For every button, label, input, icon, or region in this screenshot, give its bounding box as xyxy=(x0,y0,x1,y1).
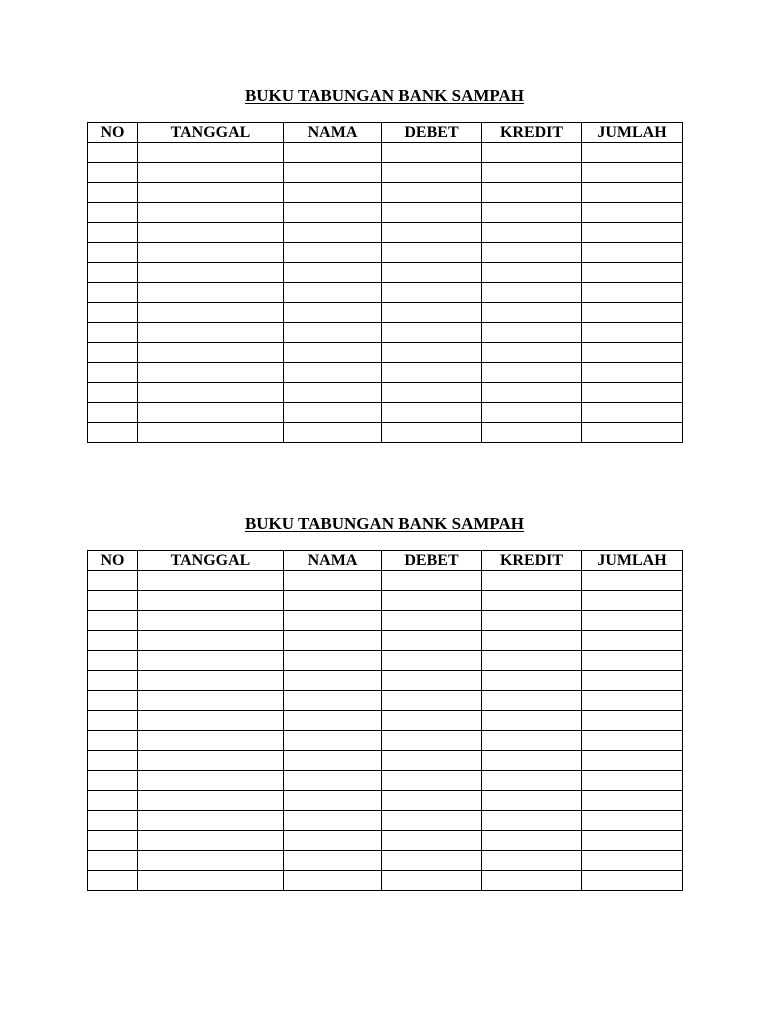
cell-kredit xyxy=(482,691,582,711)
cell-no xyxy=(88,851,138,871)
table-row xyxy=(88,423,683,443)
cell-jumlah xyxy=(582,263,683,283)
cell-nama xyxy=(284,223,382,243)
cell-tanggal xyxy=(138,143,284,163)
cell-nama xyxy=(284,591,382,611)
cell-kredit xyxy=(482,203,582,223)
cell-debet xyxy=(382,383,482,403)
cell-nama xyxy=(284,183,382,203)
cell-jumlah xyxy=(582,691,683,711)
cell-debet xyxy=(382,343,482,363)
cell-jumlah xyxy=(582,423,683,443)
cell-kredit xyxy=(482,303,582,323)
cell-jumlah xyxy=(582,163,683,183)
cell-tanggal xyxy=(138,223,284,243)
cell-jumlah xyxy=(582,651,683,671)
cell-kredit xyxy=(482,243,582,263)
cell-jumlah xyxy=(582,791,683,811)
table-row xyxy=(88,851,683,871)
cell-nama xyxy=(284,731,382,751)
cell-jumlah xyxy=(582,571,683,591)
cell-no xyxy=(88,363,138,383)
table-row xyxy=(88,323,683,343)
cell-nama xyxy=(284,363,382,383)
cell-jumlah xyxy=(582,831,683,851)
table-row xyxy=(88,651,683,671)
cell-kredit xyxy=(482,323,582,343)
cell-kredit xyxy=(482,343,582,363)
cell-debet xyxy=(382,731,482,751)
cell-nama xyxy=(284,283,382,303)
cell-no xyxy=(88,143,138,163)
cell-jumlah xyxy=(582,811,683,831)
table-row xyxy=(88,771,683,791)
cell-kredit xyxy=(482,183,582,203)
cell-nama xyxy=(284,343,382,363)
cell-nama xyxy=(284,423,382,443)
column-header-debet: DEBET xyxy=(382,123,482,143)
cell-tanggal xyxy=(138,571,284,591)
table-row xyxy=(88,571,683,591)
table-row xyxy=(88,343,683,363)
cell-jumlah xyxy=(582,183,683,203)
cell-debet xyxy=(382,303,482,323)
cell-no xyxy=(88,263,138,283)
cell-debet xyxy=(382,571,482,591)
cell-kredit xyxy=(482,871,582,891)
table-row xyxy=(88,831,683,851)
cell-kredit xyxy=(482,811,582,831)
cell-tanggal xyxy=(138,323,284,343)
cell-no xyxy=(88,323,138,343)
cell-debet xyxy=(382,363,482,383)
table-row xyxy=(88,691,683,711)
cell-debet xyxy=(382,691,482,711)
cell-tanggal xyxy=(138,731,284,751)
cell-nama xyxy=(284,631,382,651)
cell-jumlah xyxy=(582,303,683,323)
cell-nama xyxy=(284,671,382,691)
cell-no xyxy=(88,243,138,263)
cell-nama xyxy=(284,383,382,403)
cell-tanggal xyxy=(138,163,284,183)
cell-kredit xyxy=(482,611,582,631)
cell-no xyxy=(88,811,138,831)
table-row xyxy=(88,263,683,283)
cell-tanggal xyxy=(138,343,284,363)
cell-no xyxy=(88,283,138,303)
cell-tanggal xyxy=(138,591,284,611)
table-row xyxy=(88,383,683,403)
cell-tanggal xyxy=(138,203,284,223)
cell-debet xyxy=(382,631,482,651)
cell-kredit xyxy=(482,383,582,403)
cell-kredit xyxy=(482,711,582,731)
cell-tanggal xyxy=(138,851,284,871)
table-row xyxy=(88,791,683,811)
cell-tanggal xyxy=(138,611,284,631)
cell-tanggal xyxy=(138,831,284,851)
cell-no xyxy=(88,691,138,711)
cell-tanggal xyxy=(138,283,284,303)
table-row xyxy=(88,731,683,751)
ledger-table xyxy=(87,550,683,891)
cell-no xyxy=(88,831,138,851)
cell-debet xyxy=(382,791,482,811)
cell-kredit xyxy=(482,571,582,591)
cell-debet xyxy=(382,611,482,631)
column-header-no: NO xyxy=(88,551,138,571)
cell-tanggal xyxy=(138,631,284,651)
table-row xyxy=(88,363,683,383)
cell-debet xyxy=(382,163,482,183)
cell-tanggal xyxy=(138,711,284,731)
cell-tanggal xyxy=(138,771,284,791)
cell-nama xyxy=(284,571,382,591)
cell-jumlah xyxy=(582,711,683,731)
cell-debet xyxy=(382,203,482,223)
table-row xyxy=(88,871,683,891)
table-row xyxy=(88,203,683,223)
cell-jumlah xyxy=(582,283,683,303)
cell-kredit xyxy=(482,791,582,811)
cell-debet xyxy=(382,651,482,671)
cell-no xyxy=(88,403,138,423)
cell-debet xyxy=(382,811,482,831)
cell-tanggal xyxy=(138,303,284,323)
cell-tanggal xyxy=(138,363,284,383)
cell-nama xyxy=(284,303,382,323)
table-row xyxy=(88,611,683,631)
ledger-table xyxy=(87,122,683,443)
table-row xyxy=(88,223,683,243)
cell-no xyxy=(88,871,138,891)
cell-nama xyxy=(284,163,382,183)
cell-nama xyxy=(284,243,382,263)
cell-jumlah xyxy=(582,731,683,751)
table-row xyxy=(88,751,683,771)
cell-nama xyxy=(284,871,382,891)
cell-nama xyxy=(284,771,382,791)
cell-jumlah xyxy=(582,611,683,631)
column-header-jumlah: JUMLAH xyxy=(582,123,683,143)
cell-debet xyxy=(382,183,482,203)
cell-debet xyxy=(382,771,482,791)
cell-tanggal xyxy=(138,751,284,771)
cell-no xyxy=(88,183,138,203)
cell-nama xyxy=(284,143,382,163)
cell-kredit xyxy=(482,283,582,303)
cell-tanggal xyxy=(138,651,284,671)
table-row xyxy=(88,163,683,183)
cell-tanggal xyxy=(138,423,284,443)
cell-no xyxy=(88,571,138,591)
cell-kredit xyxy=(482,423,582,443)
column-header-kredit: KREDIT xyxy=(482,551,582,571)
cell-tanggal xyxy=(138,183,284,203)
cell-kredit xyxy=(482,831,582,851)
cell-debet xyxy=(382,751,482,771)
cell-jumlah xyxy=(582,363,683,383)
cell-kredit xyxy=(482,751,582,771)
cell-debet xyxy=(382,591,482,611)
cell-tanggal xyxy=(138,691,284,711)
table-row xyxy=(88,403,683,423)
cell-nama xyxy=(284,851,382,871)
cell-jumlah xyxy=(582,323,683,343)
cell-jumlah xyxy=(582,631,683,651)
cell-kredit xyxy=(482,671,582,691)
column-header-no: NO xyxy=(88,123,138,143)
cell-jumlah xyxy=(582,383,683,403)
table-row xyxy=(88,671,683,691)
cell-tanggal xyxy=(138,403,284,423)
cell-tanggal xyxy=(138,263,284,283)
cell-no xyxy=(88,791,138,811)
header-row xyxy=(88,123,683,143)
cell-nama xyxy=(284,403,382,423)
cell-nama xyxy=(284,263,382,283)
column-header-nama: NAMA xyxy=(284,551,382,571)
cell-no xyxy=(88,223,138,243)
cell-debet xyxy=(382,831,482,851)
cell-no xyxy=(88,423,138,443)
cell-no xyxy=(88,343,138,363)
cell-kredit xyxy=(482,851,582,871)
cell-debet xyxy=(382,403,482,423)
cell-debet xyxy=(382,243,482,263)
cell-jumlah xyxy=(582,403,683,423)
cell-no xyxy=(88,671,138,691)
cell-kredit xyxy=(482,263,582,283)
cell-jumlah xyxy=(582,871,683,891)
cell-no xyxy=(88,651,138,671)
ledger-section-1 xyxy=(87,86,682,443)
column-header-debet: DEBET xyxy=(382,551,482,571)
cell-jumlah xyxy=(582,671,683,691)
cell-no xyxy=(88,591,138,611)
cell-nama xyxy=(284,751,382,771)
cell-kredit xyxy=(482,363,582,383)
cell-debet xyxy=(382,143,482,163)
cell-kredit xyxy=(482,631,582,651)
cell-tanggal xyxy=(138,791,284,811)
cell-nama xyxy=(284,323,382,343)
cell-nama xyxy=(284,711,382,731)
cell-nama xyxy=(284,203,382,223)
cell-jumlah xyxy=(582,851,683,871)
cell-tanggal xyxy=(138,243,284,263)
cell-tanggal xyxy=(138,383,284,403)
column-header-tanggal: TANGGAL xyxy=(138,123,284,143)
cell-no xyxy=(88,611,138,631)
cell-jumlah xyxy=(582,591,683,611)
column-header-nama: NAMA xyxy=(284,123,382,143)
cell-no xyxy=(88,751,138,771)
cell-tanggal xyxy=(138,871,284,891)
cell-jumlah xyxy=(582,751,683,771)
table-row xyxy=(88,303,683,323)
cell-no xyxy=(88,303,138,323)
column-header-kredit: KREDIT xyxy=(482,123,582,143)
table-row xyxy=(88,631,683,651)
ledger-title: BUKU TABUNGAN BANK SAMPAH xyxy=(244,514,525,533)
header-row xyxy=(88,551,683,571)
cell-nama xyxy=(284,791,382,811)
table-row xyxy=(88,711,683,731)
cell-no xyxy=(88,203,138,223)
cell-no xyxy=(88,383,138,403)
cell-debet xyxy=(382,711,482,731)
ledger-title: BUKU TABUNGAN BANK SAMPAH xyxy=(244,86,525,105)
cell-jumlah xyxy=(582,771,683,791)
cell-no xyxy=(88,631,138,651)
cell-nama xyxy=(284,611,382,631)
table-row xyxy=(88,811,683,831)
cell-kredit xyxy=(482,143,582,163)
cell-debet xyxy=(382,283,482,303)
cell-jumlah xyxy=(582,143,683,163)
table-row xyxy=(88,143,683,163)
cell-jumlah xyxy=(582,343,683,363)
cell-kredit xyxy=(482,163,582,183)
cell-nama xyxy=(284,691,382,711)
cell-debet xyxy=(382,263,482,283)
cell-debet xyxy=(382,871,482,891)
table-row xyxy=(88,243,683,263)
table-row xyxy=(88,591,683,611)
column-header-tanggal: TANGGAL xyxy=(138,551,284,571)
cell-no xyxy=(88,731,138,751)
cell-nama xyxy=(284,651,382,671)
cell-kredit xyxy=(482,403,582,423)
ledger-section-2 xyxy=(87,514,682,891)
cell-kredit xyxy=(482,223,582,243)
cell-debet xyxy=(382,223,482,243)
cell-debet xyxy=(382,323,482,343)
cell-jumlah xyxy=(582,203,683,223)
cell-debet xyxy=(382,423,482,443)
cell-tanggal xyxy=(138,671,284,691)
cell-no xyxy=(88,163,138,183)
table-row xyxy=(88,183,683,203)
cell-tanggal xyxy=(138,811,284,831)
cell-nama xyxy=(284,831,382,851)
cell-kredit xyxy=(482,591,582,611)
cell-kredit xyxy=(482,731,582,751)
cell-kredit xyxy=(482,771,582,791)
cell-kredit xyxy=(482,651,582,671)
column-header-jumlah: JUMLAH xyxy=(582,551,683,571)
cell-nama xyxy=(284,811,382,831)
cell-debet xyxy=(382,851,482,871)
cell-no xyxy=(88,711,138,731)
cell-jumlah xyxy=(582,243,683,263)
cell-debet xyxy=(382,671,482,691)
table-row xyxy=(88,283,683,303)
cell-no xyxy=(88,771,138,791)
cell-jumlah xyxy=(582,223,683,243)
